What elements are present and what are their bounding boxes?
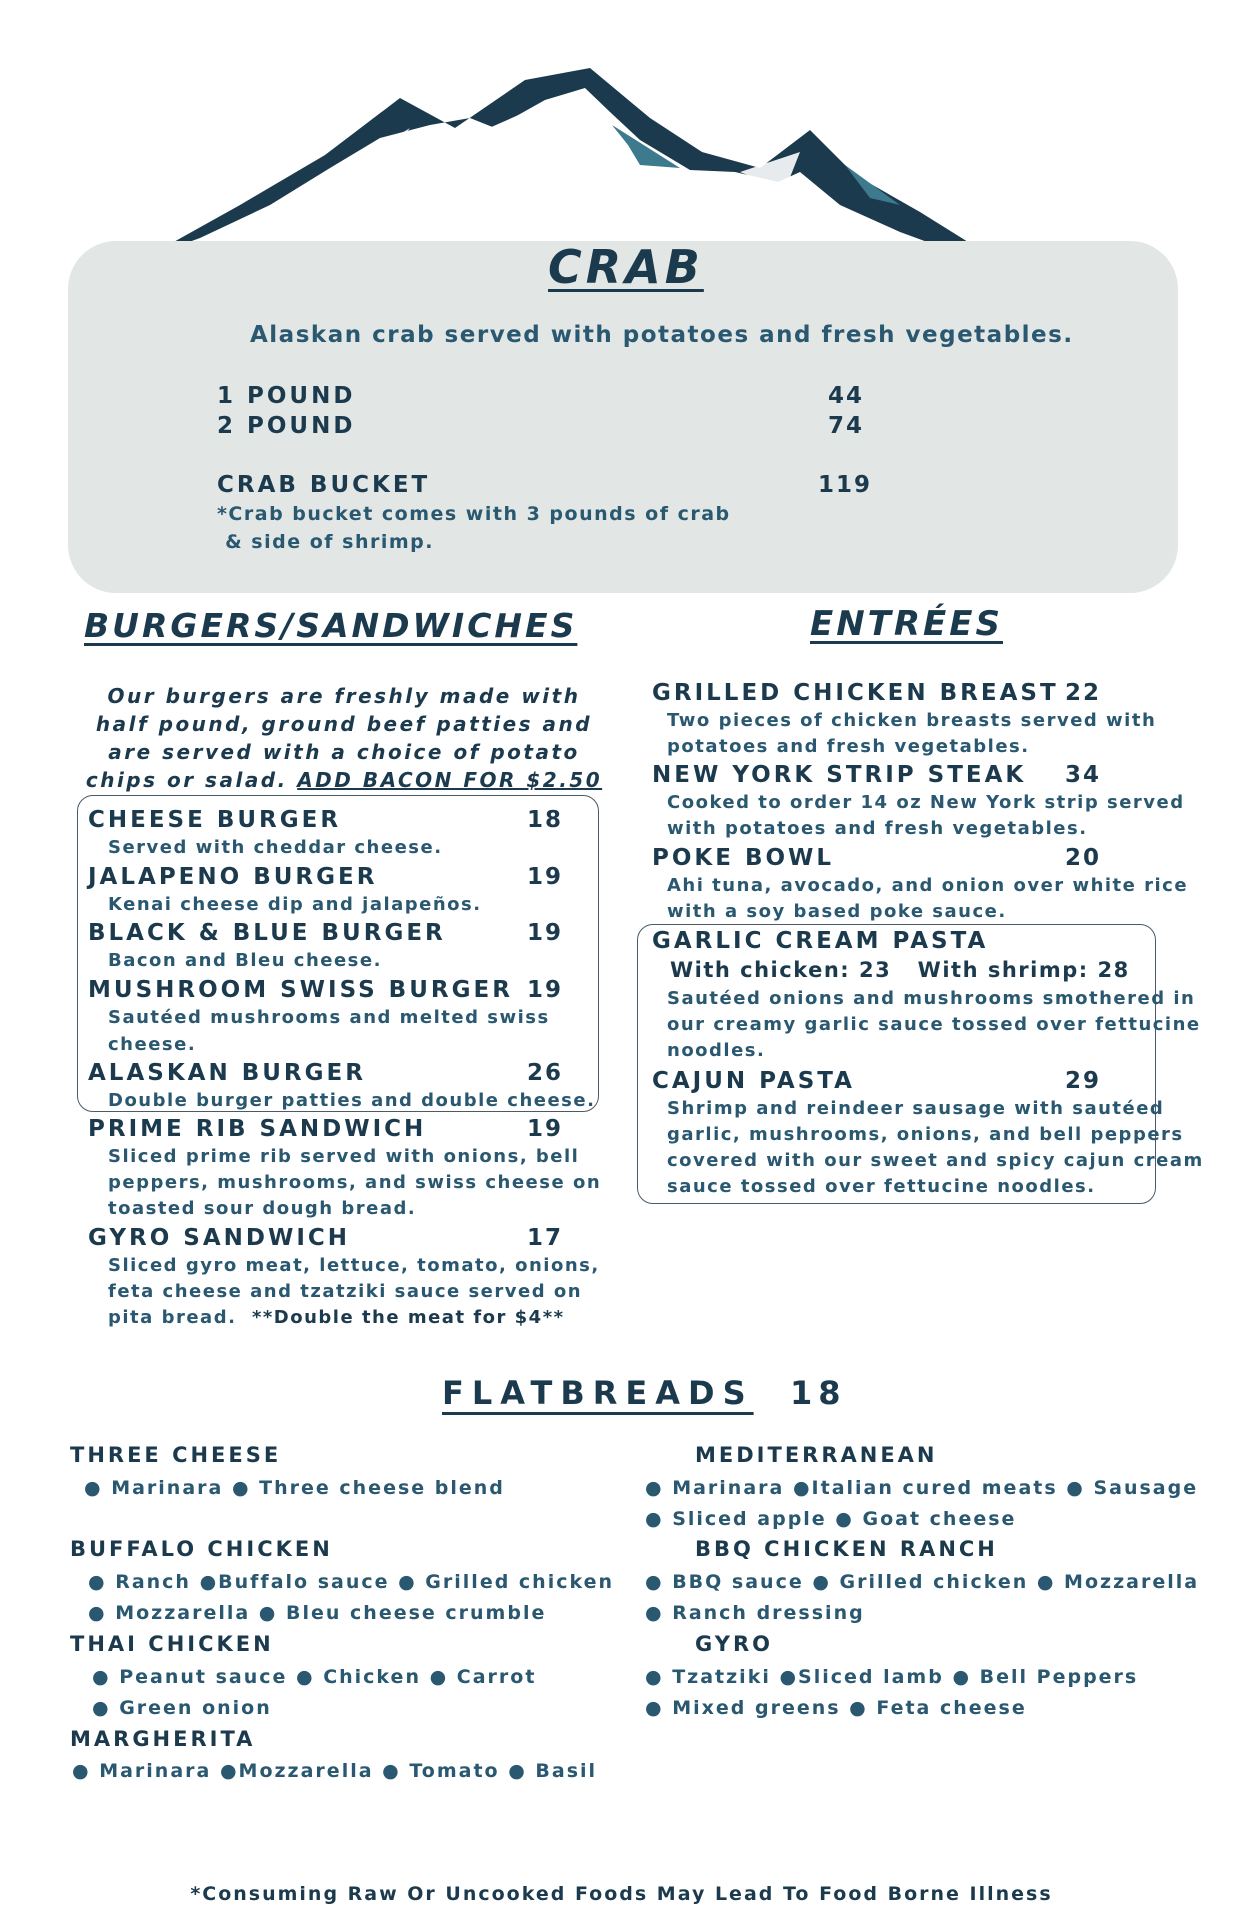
intro-line: chips or salad. bbox=[85, 768, 288, 792]
flatbread-ingredients: ● Marinara ●Mozzarella ● Tomato ● Basil bbox=[72, 1760, 598, 1782]
flatbreads-price: 18 bbox=[790, 1374, 847, 1412]
crab-item-price: 119 bbox=[818, 472, 873, 498]
entree-item-desc: Two pieces of chicken breasts served with bbox=[667, 710, 1157, 731]
flatbread-name: THAI CHICKEN bbox=[70, 1632, 274, 1656]
sandwich-item-price: 19 bbox=[527, 1116, 564, 1142]
burger-item-price: 18 bbox=[527, 807, 564, 833]
flatbread-name: GYRO bbox=[695, 1632, 774, 1656]
sandwich-item-desc-text: pita bread. bbox=[108, 1307, 237, 1328]
flatbread-name: BBQ CHICKEN RANCH bbox=[695, 1537, 998, 1561]
crab-item-name: CRAB BUCKET bbox=[217, 472, 431, 498]
flatbread-ingredients: ● Sliced apple ● Goat cheese bbox=[645, 1508, 1017, 1530]
burgers-intro bbox=[84, 682, 604, 794]
burger-item-name: BLACK & BLUE BURGER bbox=[88, 920, 446, 946]
entree-item-name: GRILLED CHICKEN BREAST bbox=[652, 680, 1059, 706]
crab-bucket-note: *Crab bucket comes with 3 pounds of crab bbox=[217, 503, 731, 525]
flatbread-ingredients: ● Green onion bbox=[92, 1697, 272, 1719]
burgers-title: BURGERS/SANDWICHES bbox=[84, 606, 578, 645]
sandwich-item-desc: Sliced gyro meat, lettuce, tomato, onions, bbox=[108, 1255, 600, 1276]
entree-item-desc: Ahi tuna, avocado, and onion over white rice bbox=[667, 875, 1189, 896]
entree-item-desc: Shrimp and reindeer sausage with sautéed bbox=[667, 1098, 1165, 1119]
entree-item-name: POKE BOWL bbox=[652, 845, 835, 871]
burger-item-desc: Kenai cheese dip and jalapeños. bbox=[108, 894, 482, 915]
flatbreads-title: FLATBREADS bbox=[442, 1374, 754, 1412]
crab-subtitle: Alaskan crab served with potatoes and fresh vegetables. bbox=[250, 322, 1074, 348]
add-bacon-note: ADD BACON FOR $2.50 bbox=[297, 768, 603, 792]
sandwich-item-name: PRIME RIB SANDWICH bbox=[88, 1116, 427, 1142]
flatbread-ingredients: ● Mixed greens ● Feta cheese bbox=[645, 1697, 1027, 1719]
entree-item-desc: noodles. bbox=[667, 1040, 766, 1061]
crab-item-name: 1 POUND bbox=[217, 383, 356, 409]
burger-item-price: 19 bbox=[527, 920, 564, 946]
flatbread-ingredients: ● Tzatziki ●Sliced lamb ● Bell Peppers bbox=[645, 1666, 1139, 1688]
entree-item-desc: with a soy based poke sauce. bbox=[667, 901, 1007, 922]
entree-item-desc: Sautéed onions and mushrooms smothered in bbox=[667, 988, 1196, 1009]
burger-item-desc: Double burger patties and double cheese. bbox=[108, 1090, 596, 1111]
entree-item-desc: Cooked to order 14 oz New York strip served bbox=[667, 792, 1185, 813]
entree-item-desc: with potatoes and fresh vegetables. bbox=[667, 818, 1088, 839]
flatbread-name: MARGHERITA bbox=[70, 1727, 256, 1751]
burger-item-name: JALAPENO BURGER bbox=[88, 864, 378, 890]
double-meat-note: **Double the meat for $4** bbox=[251, 1307, 565, 1328]
burger-item-desc: Sautéed mushrooms and melted swiss bbox=[108, 1007, 550, 1028]
sandwich-item-desc: peppers, mushrooms, and swiss cheese on bbox=[108, 1172, 602, 1193]
flatbread-name: MEDITERRANEAN bbox=[695, 1443, 938, 1467]
burger-item-name: MUSHROOM SWISS BURGER bbox=[88, 977, 513, 1003]
sandwich-item-desc: feta cheese and tzatziki sauce served on bbox=[108, 1281, 583, 1302]
food-safety-disclaimer: *Consuming Raw Or Uncooked Foods May Lead To Food Borne Illness bbox=[190, 1883, 1053, 1905]
flatbread-ingredients: ● Ranch dressing bbox=[645, 1602, 865, 1624]
burger-item-desc: Bacon and Bleu cheese. bbox=[108, 950, 382, 971]
intro-line: are served with a choice of potato bbox=[108, 740, 580, 764]
flatbread-name: THREE CHEESE bbox=[70, 1443, 282, 1467]
burger-item-desc: Served with cheddar cheese. bbox=[108, 837, 443, 858]
burger-item-price: 19 bbox=[527, 864, 564, 890]
entree-item-name: CAJUN PASTA bbox=[652, 1068, 855, 1094]
intro-line: half pound, ground beef patties and bbox=[95, 712, 593, 736]
entree-item-name: GARLIC CREAM PASTA bbox=[652, 928, 989, 954]
burger-item-name: ALASKAN BURGER bbox=[88, 1060, 366, 1086]
entree-item-desc: our creamy garlic sauce tossed over fettucine bbox=[667, 1014, 1201, 1035]
flatbread-ingredients: ● Peanut sauce ● Chicken ● Carrot bbox=[92, 1666, 537, 1688]
sandwich-item-desc: Sliced prime rib served with onions, bell bbox=[108, 1146, 580, 1167]
burger-item-price: 26 bbox=[527, 1060, 564, 1086]
entree-item-desc: garlic, mushrooms, onions, and bell peppers bbox=[667, 1124, 1184, 1145]
flatbread-name: BUFFALO CHICKEN bbox=[70, 1537, 333, 1561]
entree-item-price: 22 bbox=[1065, 680, 1102, 706]
flatbread-ingredients: ● Marinara ●Italian cured meats ● Sausage bbox=[645, 1477, 1199, 1499]
sandwich-item-desc: toasted sour dough bread. bbox=[108, 1198, 417, 1219]
crab-item-name: 2 POUND bbox=[217, 413, 356, 439]
intro-line: Our burgers are freshly made with bbox=[107, 684, 581, 708]
entree-item-desc: covered with our sweet and spicy cajun cream bbox=[667, 1150, 1204, 1171]
sandwich-item-price: 17 bbox=[527, 1225, 564, 1251]
burger-item-name: CHEESE BURGER bbox=[88, 807, 342, 833]
burger-item-price: 19 bbox=[527, 977, 564, 1003]
entree-item-price: 20 bbox=[1065, 845, 1102, 871]
flatbread-ingredients: ● BBQ sauce ● Grilled chicken ● Mozzarella bbox=[645, 1571, 1200, 1593]
entree-item-name: NEW YORK STRIP STEAK bbox=[652, 762, 1027, 788]
crab-item-price: 74 bbox=[828, 413, 865, 439]
flatbread-ingredients: ● Mozzarella ● Bleu cheese crumble bbox=[88, 1602, 547, 1624]
pasta-options: With chicken: 23 With shrimp: 28 bbox=[670, 958, 1130, 982]
crab-bucket-note: & side of shrimp. bbox=[217, 531, 434, 553]
crab-title: CRAB bbox=[548, 240, 704, 294]
entree-item-desc: potatoes and fresh vegetables. bbox=[667, 736, 1030, 757]
entree-item-price: 34 bbox=[1065, 762, 1102, 788]
flatbread-ingredients: ● Marinara ● Three cheese blend bbox=[84, 1477, 505, 1499]
burger-item-desc: cheese. bbox=[108, 1034, 197, 1055]
entree-item-price: 29 bbox=[1065, 1068, 1102, 1094]
flatbread-ingredients: ● Ranch ●Buffalo sauce ● Grilled chicken bbox=[88, 1571, 615, 1593]
sandwich-item-desc bbox=[108, 1307, 565, 1328]
sandwich-item-name: GYRO SANDWICH bbox=[88, 1225, 351, 1251]
entrees-title: ENTRÉES bbox=[810, 604, 1003, 644]
entree-item-desc: sauce tossed over fettucine noodles. bbox=[667, 1176, 1096, 1197]
crab-item-price: 44 bbox=[828, 383, 865, 409]
